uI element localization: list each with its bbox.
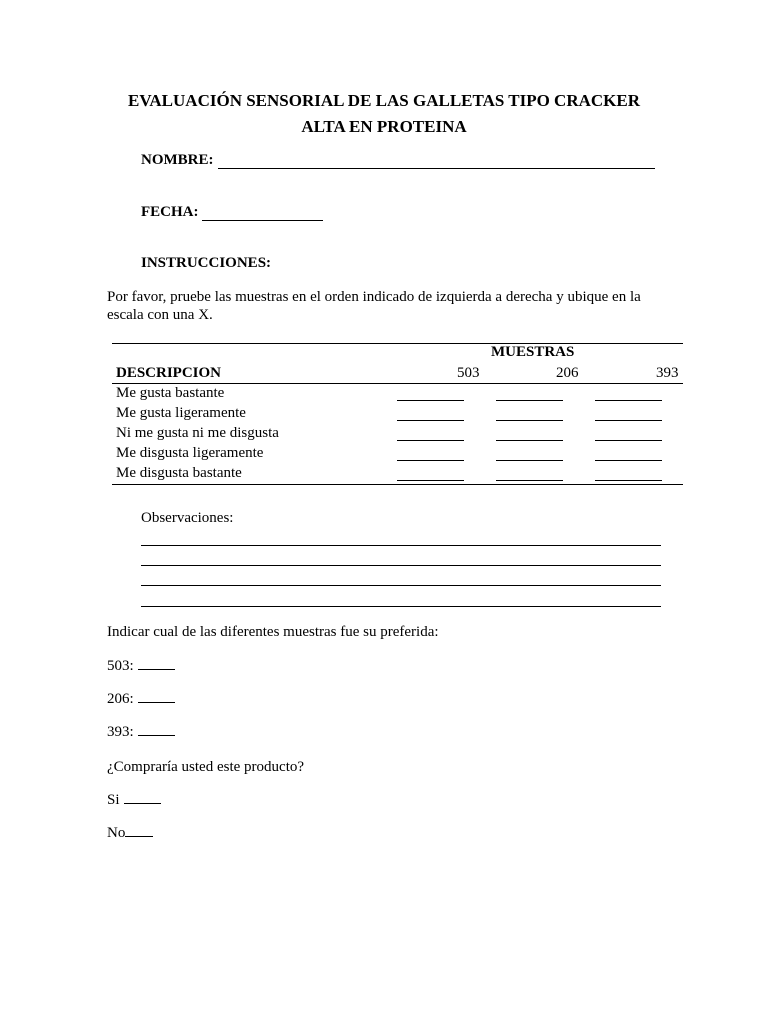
purchase-yes-label: Si (107, 792, 120, 808)
table-description-header: DESCRIPCION (116, 365, 222, 381)
rating-blank-206[interactable] (496, 460, 563, 461)
rating-blank-206[interactable] (496, 400, 563, 401)
table-row-label: Me gusta ligeramente (116, 405, 246, 421)
rating-blank-206[interactable] (496, 420, 563, 421)
preference-option-label: 206: (107, 691, 134, 707)
preference-option-393 (107, 724, 175, 741)
purchase-no-label: No (107, 825, 126, 841)
rating-blank-393[interactable] (595, 400, 662, 401)
observations-line[interactable] (141, 606, 661, 607)
preference-question: Indicar cual de las diferentes muestras fue su preferida: (107, 624, 439, 640)
rating-blank-393[interactable] (595, 440, 662, 441)
instructions-text-line-1: Por favor, pruebe las muestras en el orden indicado de izquierda a derecha y ubique en la (107, 289, 641, 305)
table-row-label: Me gusta bastante (116, 385, 225, 401)
preference-option-label: 393: (107, 724, 134, 740)
date-field[interactable] (202, 220, 323, 221)
document-title-line-1: EVALUACIÓN SENSORIAL DE LAS GALLETAS TIPO CRACKER (127, 91, 641, 110)
purchase-option-no (107, 825, 153, 842)
preference-option-206 (107, 691, 175, 708)
purchase-no-blank[interactable] (125, 835, 153, 837)
preference-option-label: 503: (107, 658, 134, 674)
table-row-label: Me disgusta bastante (116, 465, 242, 481)
rating-blank-393[interactable] (595, 420, 662, 421)
preference-blank[interactable] (138, 701, 175, 703)
rating-blank-503[interactable] (397, 480, 464, 481)
instructions-text-line-2: escala con una X. (107, 307, 213, 323)
purchase-option-yes (107, 792, 161, 809)
purchase-yes-blank[interactable] (124, 802, 161, 804)
instructions-label: INSTRUCCIONES: (141, 255, 272, 271)
rating-blank-503[interactable] (397, 400, 464, 401)
observations-line[interactable] (141, 565, 661, 566)
sample-header-393: 393 (656, 365, 679, 381)
document-title-line-2: ALTA EN PROTEINA (301, 117, 467, 136)
rating-blank-206[interactable] (496, 440, 563, 441)
table-group-header: MUESTRAS (491, 344, 575, 360)
rating-blank-503[interactable] (397, 420, 464, 421)
observations-line[interactable] (141, 545, 661, 546)
preference-option-503 (107, 658, 175, 675)
table-bottom-border (112, 484, 683, 485)
table-header-border (112, 383, 683, 384)
rating-blank-206[interactable] (496, 480, 563, 481)
preference-blank[interactable] (138, 668, 175, 670)
observations-label: Observaciones: (141, 510, 234, 526)
name-label: NOMBRE: (141, 152, 214, 168)
table-top-border (112, 343, 683, 344)
rating-blank-503[interactable] (397, 440, 464, 441)
name-field[interactable] (218, 168, 655, 169)
table-row-label: Me disgusta ligeramente (116, 445, 264, 461)
observations-line[interactable] (141, 585, 661, 586)
rating-blank-393[interactable] (595, 460, 662, 461)
rating-blank-503[interactable] (397, 460, 464, 461)
sample-header-206: 206 (556, 365, 579, 381)
purchase-question: ¿Compraría usted este producto? (107, 759, 305, 775)
date-label: FECHA: (141, 204, 199, 220)
preference-blank[interactable] (138, 734, 175, 736)
table-row-label: Ni me gusta ni me disgusta (116, 425, 279, 441)
sample-header-503: 503 (457, 365, 480, 381)
rating-blank-393[interactable] (595, 480, 662, 481)
